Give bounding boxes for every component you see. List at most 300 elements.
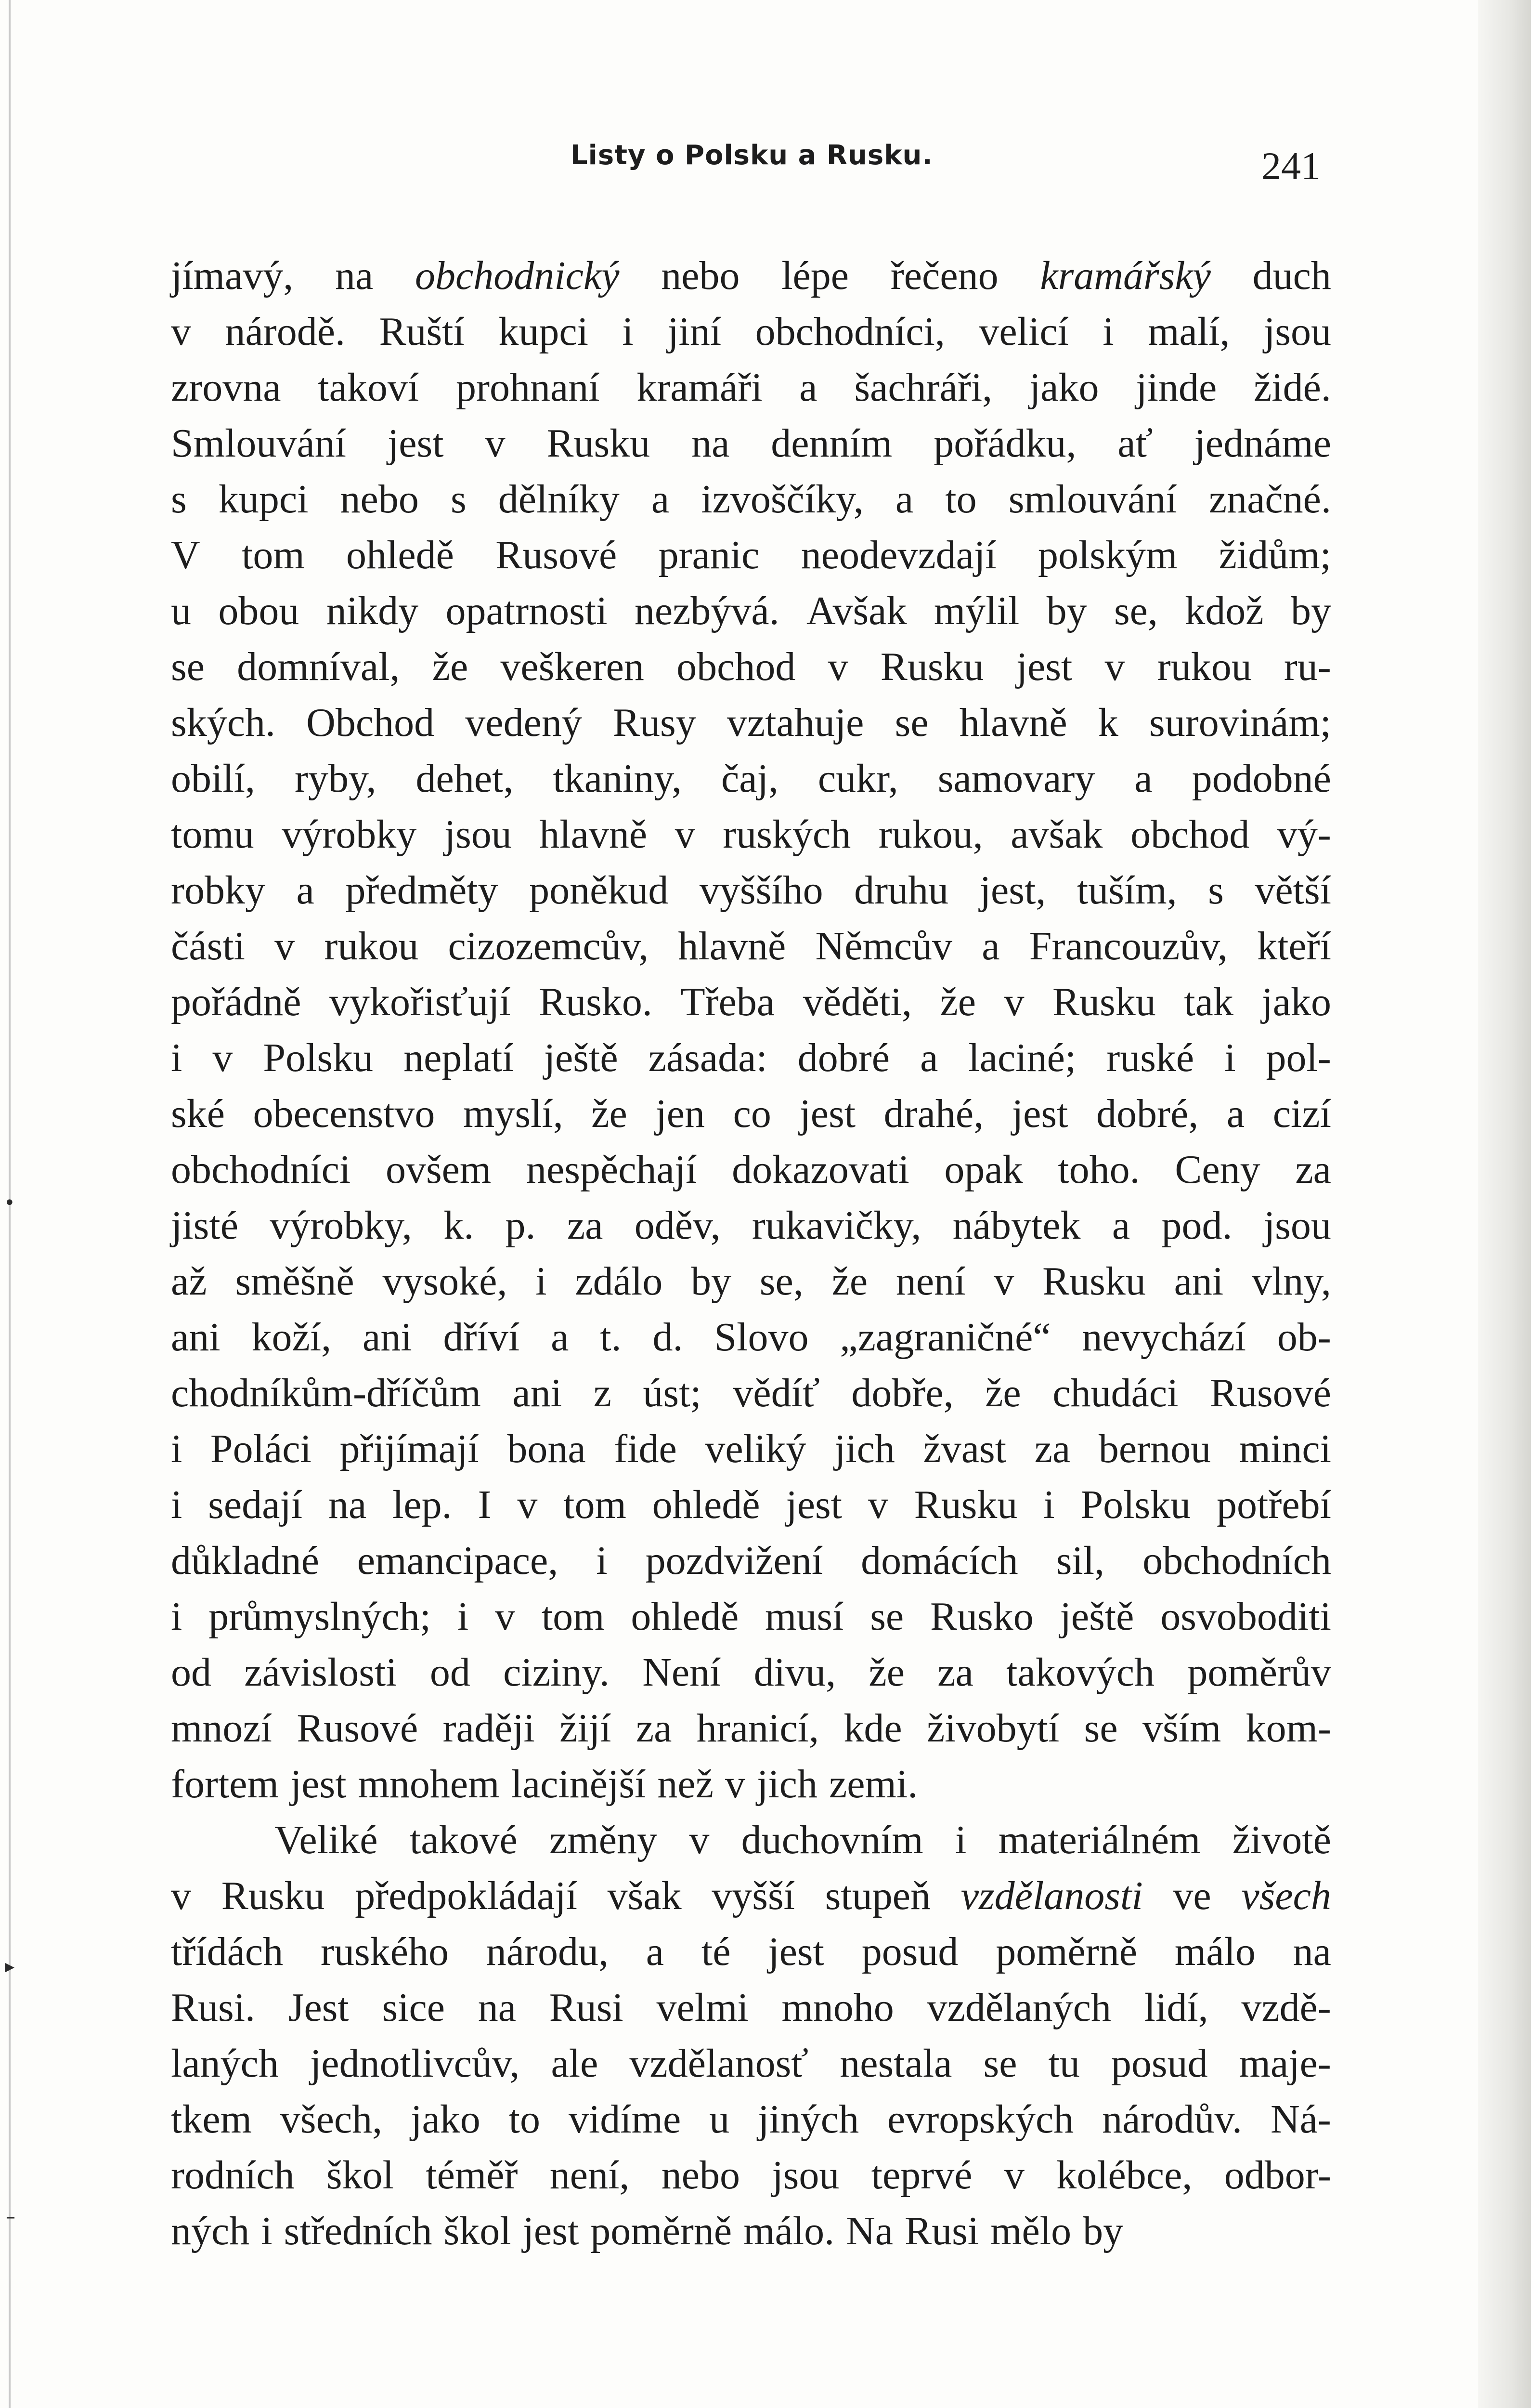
word: jinde [1136,365,1217,410]
word: v [171,1873,191,1918]
word: škol [326,2153,394,2198]
word: že [432,644,468,689]
word: velicí [979,309,1069,354]
word: životě [1232,1818,1331,1862]
word: předměty [345,868,498,913]
word: však [607,1873,682,1918]
word: kramářský [1040,253,1211,298]
text-line [171,1477,1331,1533]
word: laciné; [968,1035,1077,1080]
word: i [1103,309,1114,354]
margin-dash-mark: – [6,2206,15,2228]
word: v [828,644,848,689]
word: že [831,1259,868,1304]
word: za [567,1203,603,1248]
word: není, [549,2153,630,2198]
word: poměrně [996,1929,1138,1974]
word: části [171,924,245,968]
word: zrovna [171,365,281,410]
word: pod. [1161,1203,1233,1248]
word: denním [771,421,893,466]
word: osvoboditi [1160,1594,1331,1639]
word: vý- [1277,812,1331,857]
word: a [1134,756,1153,801]
word: bernou [1098,1426,1211,1471]
word: jen [655,1091,705,1136]
word: to [945,477,977,522]
word: i [171,1482,182,1527]
word: obchodníci, [755,309,945,354]
word: Rusi [549,1985,623,2030]
word: jiní [667,309,722,354]
word: se, [1114,589,1158,633]
word: i [1043,1482,1055,1527]
word: samovary [937,756,1095,801]
text-line [171,2092,1331,2147]
word: jsou [444,812,512,857]
word: dělníky [498,477,620,522]
word: jest [768,1929,824,1974]
word: Ceny [1175,1147,1260,1192]
word: jsou [772,2153,840,2198]
word: od [429,1650,470,1695]
word: jich [834,1426,895,1471]
word: v [212,1035,233,1080]
word: ruských [723,812,851,857]
word: s [450,477,467,522]
word: dříví [443,1315,520,1360]
text-line [171,863,1331,918]
word: obchodnický [415,253,620,298]
word: lidí, [1144,1985,1208,2030]
word: a [982,924,1000,968]
word: ru- [1284,644,1331,689]
word: V [171,533,200,577]
word: evropských [887,2097,1074,2142]
word: pol- [1266,1035,1331,1080]
page-number: 241 [1261,144,1321,188]
word: domácích [861,1538,1018,1583]
word: jímavý, [171,253,294,298]
word: v [725,1762,745,1806]
word: kupci [218,477,309,522]
word: Rusku [914,1482,1018,1527]
word: ať [1117,421,1153,466]
text-line [171,360,1331,416]
text-line [171,1198,1331,1254]
word: kolébce, [1056,2153,1193,2198]
word: vyšší [712,1873,795,1918]
word: Rusové [297,1706,418,1751]
word: mnohem [358,1762,500,1806]
word: rodních [171,2153,295,2198]
word: vzdě- [1241,1985,1331,2030]
word: jest [522,2209,579,2253]
word: nezbývá. [634,589,779,633]
word: a [920,1035,938,1080]
word: takových [1006,1650,1155,1695]
word: v [485,421,506,466]
word: by [1046,589,1087,633]
word: jako [411,2097,480,2142]
word: nábytek [952,1203,1081,1248]
word: druhu [854,868,949,913]
word: co [733,1091,771,1136]
word: materiálném [998,1818,1201,1862]
word: k. [443,1203,474,1248]
word: to [508,2097,541,2142]
word: maje- [1239,2041,1331,2086]
word: výrobky [282,812,417,857]
word: robky [171,868,265,913]
word: v [1004,980,1025,1024]
word: a [651,477,670,522]
word: izvoščíky, [701,477,864,522]
word: obilí, [171,756,256,801]
word: a [1112,1203,1130,1248]
word: i [1224,1035,1236,1080]
word: Polsku [263,1035,374,1080]
word: a [895,477,914,522]
text-line [171,1589,1331,1645]
word: dobré, [1096,1091,1199,1136]
word: jsou [1263,1203,1331,1248]
word: vyššího [699,868,823,913]
word: až [171,1259,207,1304]
word: Jest [288,1985,349,2030]
word: národův. [1102,2097,1243,2142]
word: všech [1241,1873,1331,1918]
word: ské [171,1091,225,1136]
word: i [622,309,634,354]
text-line [171,2203,1331,2259]
word: na [691,421,730,466]
word: fortem [171,1762,279,1806]
word: obou [218,589,299,633]
word: za [1034,1426,1071,1471]
word: rukavičky, [752,1203,921,1248]
word: Není [642,1650,721,1695]
text-line [171,1309,1331,1365]
word: Rusi [905,2209,979,2253]
word: a [646,1929,664,1974]
word: u [709,2097,730,2142]
word: veliký [705,1426,806,1471]
margin-arrow-mark: ▸ [5,1955,15,1977]
word: jako [1261,980,1331,1024]
word: židé. [1254,365,1331,410]
word: řečeno [890,253,999,298]
word: drahé, [883,1091,984,1136]
word: důkladné [171,1538,319,1583]
word: Rusku [221,1873,325,1918]
word: cukr, [817,756,898,801]
word: na [328,1482,367,1527]
word: domníval, [237,644,400,689]
text-line [171,1756,1331,1812]
word: minci [1239,1426,1331,1471]
word: dehet, [415,756,514,801]
word: s [171,477,187,522]
word: obchodníci [171,1147,351,1192]
word: Polsku [1080,1482,1191,1527]
word: nikdy [326,589,419,633]
word: než [657,1762,714,1806]
word: teprvé [871,2153,973,2198]
word: surovinám; [1149,700,1331,745]
word: Rusové [495,533,617,577]
word: národu, [486,1929,609,1974]
word: Rusko [930,1594,1034,1639]
text-line [171,918,1331,974]
word: emancipace, [357,1538,558,1583]
word: Rusko. [539,980,652,1024]
body-text [171,248,1331,2259]
text-line [171,1086,1331,1142]
word: ských. [171,700,275,745]
text-line [171,304,1331,360]
word: že [940,980,976,1024]
word: takové [409,1818,518,1862]
word: stupeň [825,1873,931,1918]
word: živobytí [926,1706,1060,1751]
word: v [495,1594,516,1639]
word: a [1226,1091,1245,1136]
word: škol [443,2209,511,2253]
word: nebo [340,477,419,522]
text-line [171,751,1331,807]
word: nevychází [1082,1315,1246,1360]
word: ani [1174,1259,1224,1304]
word: nebo [661,253,740,298]
text-line [171,1924,1331,1980]
text-line [171,1868,1331,1924]
word: myslí, [463,1091,563,1136]
word: žvast [923,1426,1007,1471]
word: t. [600,1315,622,1360]
word: hlavně [539,812,648,857]
word: se [870,1594,904,1639]
word: fide [614,1426,677,1471]
word: úst; [643,1371,701,1415]
word: ohledě [346,533,454,577]
word: kteří [1257,924,1331,968]
word: pranic [658,533,760,577]
word: pořádku, [934,421,1077,466]
word: že [985,1371,1021,1415]
word: jednáme [1194,421,1331,466]
word: musí [765,1594,844,1639]
word: předpokládají [355,1873,577,1918]
word: třídách [171,1929,284,1974]
word: d. [652,1315,683,1360]
word: obchodních [1142,1538,1331,1583]
word: směšně [235,1259,354,1304]
word: zásada: [648,1035,767,1080]
word: v [689,1818,710,1862]
word: mnozí [171,1706,272,1751]
word: zdálo [575,1259,663,1304]
word: velmi [656,1985,749,2030]
word: jest, [979,868,1046,913]
word: jiných [758,2097,859,2142]
word: ruské [1106,1035,1194,1080]
word: u [171,589,191,633]
word: kdož [1185,589,1264,633]
text-line [171,1701,1331,1756]
word: tom [242,533,305,577]
word: i [171,1426,182,1471]
word: duchovním [741,1818,923,1862]
word: ruského [321,1929,449,1974]
word: výrobky, [270,1203,412,1248]
word: nebo [661,2153,740,2198]
text-line [171,1533,1331,1589]
word: vztahuje [727,700,864,745]
word: v [171,309,191,354]
word: Rusové [1209,1371,1331,1415]
word: žijí [559,1706,611,1751]
word: ale [551,2041,598,2086]
word: tom [541,1594,605,1639]
word: chudáci [1052,1371,1179,1415]
word: ještě [1060,1594,1134,1639]
word: malí, [1148,309,1230,354]
text-line [171,974,1331,1030]
word: laných [171,2041,279,2086]
word: Obchod [306,700,435,745]
word: sedají [208,1482,303,1527]
word: ovšem [385,1147,492,1192]
text-line [171,527,1331,583]
word: „zagraničné“ [840,1315,1051,1360]
word: šachráři, [854,365,993,410]
word: že [869,1650,905,1695]
margin-dot-mark: • [4,1192,15,1214]
word: toho. [1058,1147,1140,1192]
word: potřebí [1217,1482,1331,1527]
page-outer-edge [1478,0,1531,2408]
word: dobře, [851,1371,954,1415]
word: rukou [1157,644,1252,689]
word: lep. [392,1482,452,1527]
word: i [535,1259,547,1304]
text-line [171,695,1331,751]
word: Rusku [1042,1259,1146,1304]
word: jisté [171,1203,238,1248]
word: mělo [990,2209,1072,2253]
word: Poláci [210,1426,311,1471]
word: na [478,1985,517,2030]
word: se [983,2041,1017,2086]
word: sil, [1056,1538,1105,1583]
word: posud [861,1929,959,1974]
word: málo. [743,2209,835,2253]
text-line [171,1142,1331,1198]
word: podobné [1192,756,1331,801]
word: poměrně [590,2209,732,2253]
word: mnoho [781,1985,894,2030]
word: tomu [171,812,254,857]
text-line [171,248,1331,304]
word: obecenstvo [253,1091,435,1136]
word: Rusi. [171,1985,256,2030]
word: veškeren [500,644,644,689]
word: rukou, [878,812,983,857]
word: věděti, [803,980,912,1024]
word: poněkud [529,868,669,913]
word: nespěchají [526,1147,697,1192]
word: i [261,2209,272,2253]
word: Francouzův, [1029,924,1228,968]
word: Avšak [806,589,907,633]
word: tak [1184,980,1233,1024]
word: vedený [465,700,582,745]
word: od [171,1650,211,1695]
text-line [171,639,1331,695]
word: Na [846,2209,894,2253]
word: zemi. [829,1762,918,1806]
text-line [171,807,1331,863]
word: jest [1016,644,1073,689]
word: tuším, [1077,868,1177,913]
word: přijímají [339,1426,479,1471]
word: se [171,644,205,689]
word: obchod [1130,812,1250,857]
word: ani [171,1315,221,1360]
word: koží, [251,1315,332,1360]
word: chodníkům-dříčům [171,1371,481,1415]
word: pořádně [171,980,301,1024]
word: Veliké [274,1818,378,1862]
word: kramáři [636,365,763,410]
word: v [1104,644,1125,689]
word: opak [944,1147,1023,1192]
running-title: Listy o Polsku a Rusku. [571,140,933,171]
word: ještě [544,1035,618,1080]
word: v [675,812,695,857]
word: i [171,1035,182,1080]
word: hranicí, [696,1706,819,1751]
word: a [296,868,314,913]
word: v [274,924,295,968]
word: k [1098,700,1118,745]
word: by [1083,2209,1124,2253]
word: prohnaní [456,365,600,410]
word: ohledě [631,1594,739,1639]
word: jest [290,1762,347,1806]
word: jest [799,1091,856,1136]
text-line [171,1421,1331,1477]
word: i [171,1594,182,1639]
word: za [937,1650,973,1695]
word: té [701,1929,731,1974]
word: mýlil [934,589,1020,633]
word: na [1293,1929,1331,1974]
word: i [955,1818,967,1862]
text-line [171,1365,1331,1421]
word: odbor- [1224,2153,1331,2198]
word: Slovo [714,1315,809,1360]
word: se [1084,1706,1118,1751]
word: Rusy [613,700,696,745]
word: ve [1173,1873,1211,1918]
word: ciziny. [503,1650,610,1695]
text-line [171,583,1331,639]
word: se, [759,1259,804,1304]
word: kom- [1246,1706,1331,1751]
word: kde [843,1706,902,1751]
